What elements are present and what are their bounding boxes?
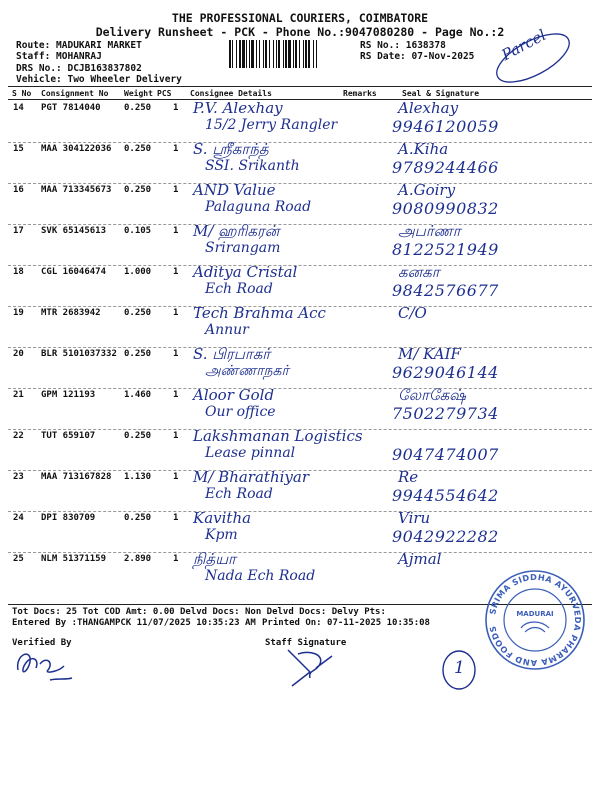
row-consignee-line1: Lakshmanan Logistics bbox=[193, 427, 363, 445]
drs-number: DRS No.: DCJB163837802 bbox=[16, 63, 142, 74]
col-remarks: Remarks bbox=[343, 89, 377, 98]
row-consignment-no: PGT 7814040 bbox=[41, 103, 101, 113]
totals-line: Tot Docs: 25 Tot COD Amt: 0.00 Delvd Docs: Non Delvd Docs: Delvy Pts: bbox=[12, 607, 386, 617]
row-weight: 0.250 bbox=[124, 513, 152, 523]
row-consignee-line1: S. ஸ்ரீகாந்த் bbox=[193, 140, 269, 158]
row-consignee-line2: Ech Road bbox=[205, 486, 273, 502]
row-pcs: 1 bbox=[173, 308, 179, 318]
row-seal-name: Re bbox=[398, 468, 419, 486]
barcode-bar bbox=[259, 40, 260, 68]
barcode-bar bbox=[246, 40, 247, 68]
row-consignee-line1: Aloor Gold bbox=[193, 386, 275, 404]
row-pcs: 1 bbox=[173, 144, 179, 154]
row-consignment-no: DPI 830709 bbox=[41, 513, 96, 523]
barcode-bar bbox=[239, 40, 241, 68]
row-seal-phone: 7502279734 bbox=[392, 404, 499, 423]
row-consignment-no: GPM 121193 bbox=[41, 390, 96, 400]
runsheet-title: Delivery Runsheet - PCK - Phone No.:9047080280 - Page No.:2 bbox=[95, 25, 505, 39]
barcode-bar bbox=[303, 40, 304, 68]
row-separator bbox=[8, 347, 592, 348]
vehicle-label: Vehicle: Two Wheeler Delivery bbox=[16, 74, 182, 85]
barcode-bar bbox=[305, 40, 307, 68]
barcode-bar bbox=[276, 40, 277, 68]
barcode-bar bbox=[278, 40, 280, 68]
barcode-bar bbox=[265, 40, 267, 68]
row-sno: 15 bbox=[13, 144, 24, 154]
barcode-bar bbox=[285, 40, 287, 68]
row-sno: 18 bbox=[13, 267, 24, 277]
row-consignee-line2: Our office bbox=[205, 404, 276, 420]
svg-text:MADURAI: MADURAI bbox=[516, 610, 554, 618]
row-seal-phone: 9842576677 bbox=[392, 281, 499, 300]
row-seal-phone: 9080990832 bbox=[392, 199, 499, 218]
row-consignee-line2: Nada Ech Road bbox=[205, 568, 316, 584]
row-seal-phone: 9946120059 bbox=[392, 117, 499, 136]
row-separator bbox=[8, 224, 592, 225]
barcode-bar bbox=[232, 40, 233, 68]
company-title: THE PROFESSIONAL COURIERS, COIMBATORE bbox=[171, 11, 429, 25]
row-consignee-line2: Lease pinnal bbox=[205, 445, 296, 461]
row-weight: 1.000 bbox=[124, 267, 152, 277]
row-seal-name: M/ KAIF bbox=[398, 345, 461, 363]
company-stamp bbox=[483, 568, 587, 672]
row-consignee-line1: S. பிரபாகர் bbox=[193, 345, 271, 363]
row-seal-phone: 9629046144 bbox=[392, 363, 499, 382]
row-pcs: 1 bbox=[173, 513, 179, 523]
row-weight: 1.130 bbox=[124, 472, 152, 482]
col-weight: Weight bbox=[124, 89, 153, 98]
row-consignment-no: SVK 65145613 bbox=[41, 226, 107, 236]
barcode-bar bbox=[288, 40, 291, 68]
row-sno: 20 bbox=[13, 349, 24, 359]
header-rule-bottom bbox=[8, 99, 592, 100]
row-seal-name: லோகேஷ் bbox=[398, 386, 466, 404]
barcode-bar bbox=[313, 40, 314, 68]
row-seal-name: Ajmal bbox=[398, 550, 442, 568]
row-seal-name: Viru bbox=[398, 509, 431, 527]
parcel-circle bbox=[488, 25, 578, 88]
row-consignment-no: MTR 2683942 bbox=[41, 308, 101, 318]
row-consignment-no: MAA 713345673 bbox=[41, 185, 112, 195]
col-consignee: Consignee Details bbox=[190, 89, 272, 98]
row-separator bbox=[8, 552, 592, 553]
row-consignee-line2: Srirangam bbox=[205, 240, 281, 256]
barcode-bar bbox=[236, 40, 237, 68]
row-sno: 14 bbox=[13, 103, 24, 113]
row-seal-name: A.Kiha bbox=[398, 140, 449, 158]
row-consignment-no: CGL 16046474 bbox=[41, 267, 107, 277]
barcode-bar bbox=[316, 40, 317, 68]
row-consignee-line2: Palaguna Road bbox=[205, 199, 312, 215]
barcode-bar bbox=[249, 40, 250, 68]
rs-date: RS Date: 07-Nov-2025 bbox=[360, 51, 475, 62]
row-consignee-line1: Kavitha bbox=[193, 509, 252, 527]
row-consignee-line2: SSI. Srikanth bbox=[205, 158, 300, 174]
row-pcs: 1 bbox=[173, 267, 179, 277]
row-sno: 19 bbox=[13, 308, 24, 318]
row-separator bbox=[8, 511, 592, 512]
row-seal-name: A.Goiry bbox=[398, 181, 456, 199]
barcode-bar bbox=[308, 40, 310, 68]
row-sno: 16 bbox=[13, 185, 24, 195]
row-consignee-line1: Tech Brahma Acc bbox=[193, 304, 326, 322]
barcode-bar bbox=[299, 40, 300, 68]
row-pcs: 1 bbox=[173, 103, 179, 113]
row-pcs: 1 bbox=[173, 390, 179, 400]
row-weight: 2.890 bbox=[124, 554, 152, 564]
row-sno: 25 bbox=[13, 554, 24, 564]
route-label: Route: MADUKARI MARKET bbox=[16, 40, 142, 51]
row-consignment-no: NLM 51371159 bbox=[41, 554, 107, 564]
row-sno: 17 bbox=[13, 226, 24, 236]
printed-on: Printed On: 07-11-2025 10:35:08 bbox=[262, 618, 430, 628]
barcode bbox=[229, 40, 354, 68]
row-consignee-line1: M/ ஹரிகரன் bbox=[193, 222, 280, 240]
parcel-note: Parcel bbox=[498, 25, 550, 65]
row-consignee-line1: Aditya Cristal bbox=[193, 263, 298, 281]
col-consignment: Consignment No bbox=[41, 89, 109, 98]
barcode-bar bbox=[283, 40, 284, 68]
row-sno: 21 bbox=[13, 390, 24, 400]
staff-signature-label: Staff Signature bbox=[265, 638, 347, 648]
staff-label: Staff: MOHANRAJ bbox=[16, 51, 102, 62]
row-weight: 1.460 bbox=[124, 390, 152, 400]
entered-by: Entered By :THANGAMPCK 11/07/2025 10:35:23 AM bbox=[12, 618, 256, 628]
barcode-bar bbox=[293, 40, 294, 68]
row-pcs: 1 bbox=[173, 554, 179, 564]
row-pcs: 1 bbox=[173, 185, 179, 195]
row-consignee-line2: 15/2 Jerry Rangler bbox=[205, 117, 338, 133]
row-pcs: 1 bbox=[173, 349, 179, 359]
row-consignment-no: MAA 713167828 bbox=[41, 472, 112, 482]
row-weight: 0.250 bbox=[124, 431, 152, 441]
row-seal-name: கனகா bbox=[398, 263, 440, 281]
row-consignee-line1: M/ Bharathiyar bbox=[193, 468, 309, 486]
row-seal-phone: 9047474007 bbox=[392, 445, 499, 464]
barcode-bar bbox=[256, 40, 257, 68]
barcode-bar bbox=[273, 40, 274, 68]
row-consignee-line1: AND Value bbox=[193, 181, 276, 199]
col-seal: Seal & Signature bbox=[402, 89, 480, 98]
staff-signature bbox=[280, 642, 340, 692]
row-consignee-line2: Ech Road bbox=[205, 281, 273, 297]
circled-number: 1 bbox=[454, 658, 465, 678]
rs-number: RS No.: 1638378 bbox=[360, 40, 446, 51]
barcode-bar bbox=[263, 40, 264, 68]
row-seal-phone: 9944554642 bbox=[392, 486, 499, 505]
row-consignee-line1: P.V. Alexhay bbox=[193, 99, 283, 117]
col-pcs: PCS bbox=[157, 89, 172, 98]
row-seal-phone: 8122521949 bbox=[392, 240, 499, 259]
verified-by-label: Verified By bbox=[12, 638, 72, 648]
row-consignment-no: BLR 5101037332 bbox=[41, 349, 117, 359]
row-consignee-line2: Annur bbox=[205, 322, 249, 338]
row-seal-name: அபர்ணா bbox=[398, 222, 461, 240]
row-weight: 0.250 bbox=[124, 349, 152, 359]
row-weight: 0.105 bbox=[124, 226, 152, 236]
row-sno: 23 bbox=[13, 472, 24, 482]
col-sno: S No bbox=[12, 89, 32, 98]
barcode-bar bbox=[229, 40, 231, 68]
row-sno: 22 bbox=[13, 431, 24, 441]
verified-signature bbox=[10, 640, 80, 685]
row-pcs: 1 bbox=[173, 431, 179, 441]
row-separator bbox=[8, 183, 592, 184]
barcode-bar bbox=[251, 40, 254, 68]
row-sno: 24 bbox=[13, 513, 24, 523]
row-seal-name: Alexhay bbox=[398, 99, 459, 117]
barcode-bar bbox=[295, 40, 297, 68]
row-seal-phone: 9789244466 bbox=[392, 158, 499, 177]
row-pcs: 1 bbox=[173, 472, 179, 482]
barcode-bar bbox=[242, 40, 245, 68]
row-separator bbox=[8, 388, 592, 389]
row-consignee-line1: நித்யா bbox=[193, 550, 236, 568]
row-separator bbox=[8, 142, 592, 143]
barcode-bar bbox=[269, 40, 270, 68]
row-weight: 0.250 bbox=[124, 308, 152, 318]
header-rule-top bbox=[8, 86, 592, 87]
row-consignment-no: TUT 659107 bbox=[41, 431, 96, 441]
row-consignment-no: MAA 304122036 bbox=[41, 144, 112, 154]
row-consignee-line2: அண்ணாநகர் bbox=[205, 363, 289, 379]
svg-text:SRIMA SIDDHA AYURVEDA PHARMA A: SRIMA SIDDHA AYURVEDA PHARMA AND FOODS bbox=[487, 571, 584, 669]
row-weight: 0.250 bbox=[124, 144, 152, 154]
row-weight: 0.250 bbox=[124, 103, 152, 113]
row-weight: 0.250 bbox=[124, 185, 152, 195]
row-seal-name: C/O bbox=[398, 304, 427, 322]
row-seal-phone: 9042922282 bbox=[392, 527, 499, 546]
row-consignee-line2: Kpm bbox=[205, 527, 238, 543]
row-pcs: 1 bbox=[173, 226, 179, 236]
row-separator bbox=[8, 265, 592, 266]
